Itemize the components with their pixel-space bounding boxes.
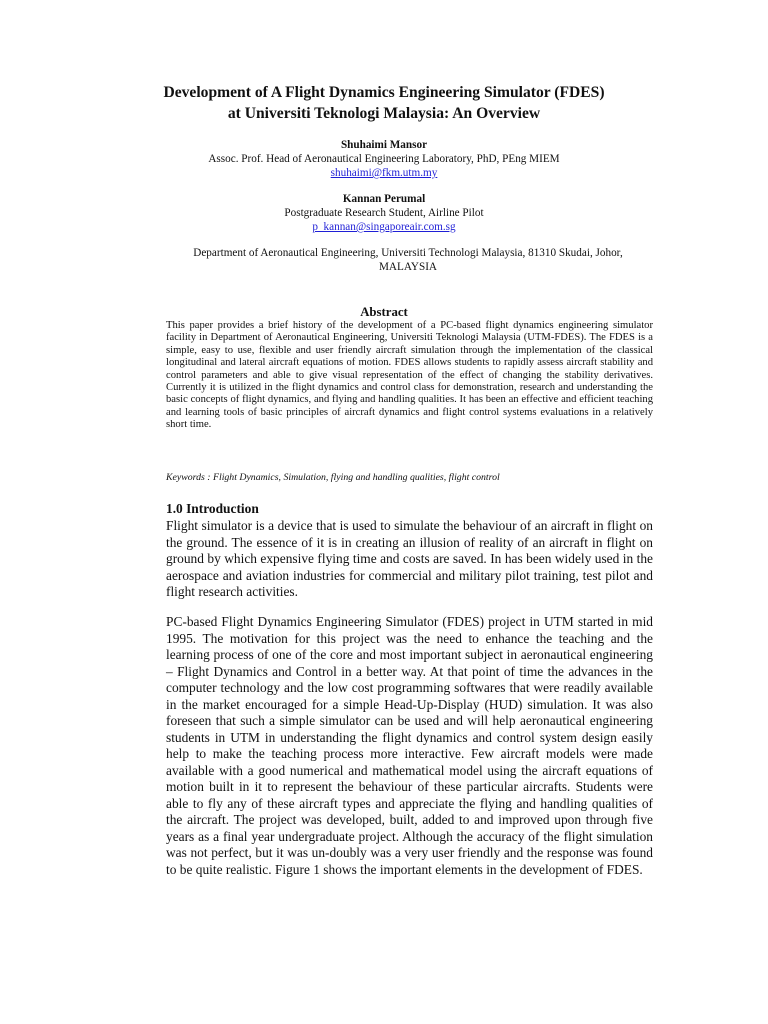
paper-title [100, 82, 668, 124]
author-name: Shuhaimi Mansor [340, 139, 428, 151]
author-email-link[interactable]: shuhaimi@fkm.utm.my [330, 167, 438, 179]
author-name: Kannan Perumal [342, 193, 426, 205]
author-block-1 [100, 138, 668, 180]
author-email-link[interactable]: p_kannan@singaporeair.com.sg [312, 221, 456, 233]
title-line-2: at Universiti Teknologi Malaysia: An Overview [227, 105, 541, 122]
title-line-1: Development of A Flight Dynamics Engineering Simulator (FDES) [163, 84, 605, 101]
department-address: Department of Aeronautical Engineering, Universiti Technologi Malaysia, 81310 Skudai, Johor, MALAYSIA [193, 247, 623, 273]
intro-paragraph-1: Flight simulator is a device that is used to simulate the behaviour of an aircraft in flight on the ground. The essence of it is in creating an illusion of reality of an aircraft in flight on ground by which expensive flying time and costs are saved. In has been widely used in the aerospace and aviation industries for commercial and military pilot training, test pilot and flight research activities. [166, 518, 653, 599]
abstract-text: This paper provides a brief history of the development of a PC-based flight dynamics engineering simulator facility in Department of Aeronautical Engineering, Universiti Teknologi Malaysia (UTM-FDES). The FDES is a simple, easy to use, flexible and user friendly aircraft simulation through the implementation of the classical longitudinal and lateral aircraft equations of motion. FDES allows students to rapidly assess aircraft stability and control parameters and able to give visual representation of the effect of changing the stability derivatives. Currently it is utilized in the flight dynamics and control class for demonstration, research and understanding the basic concepts of flight dynamics, and flying and handling qualities. It has been an effective and efficient teaching and learning tools of basic principles of aircraft dynamics and flight control systems evaluations in a relatively short time. [166, 320, 653, 431]
author-affiliation: Assoc. Prof. Head of Aeronautical Engineering Laboratory, PhD, PEng MIEM [208, 153, 560, 165]
author-block-2 [100, 192, 668, 234]
author-affiliation: Postgraduate Research Student, Airline Pilot [284, 207, 484, 219]
intro-paragraph-2: PC-based Flight Dynamics Engineering Simulator (FDES) project in UTM started in mid 1995. The motivation for this project was the need to enhance the teaching and the learning process of one of the core and most important subject in aeronautical engineering – Flight Dynamics and Control in a better way. At that point of time the advances in the computer technology and the low cost programming softwares that were readily available in the market encouraged for a simple Head-Up-Display (HUD) simulation. It was also foreseen that such a simple simulator can be used and will help aeronautical engineering students in UTM in understanding the flight dynamics and control system design easily help to make the teaching process more interactive. Few aircraft models were made available with a good numerical and mathematical model using the aircraft equations of motion built in it to represent the behaviour of these particular aircrafts. Students were able to fly any of these aircraft types and appreciate the flying and handling qualities of the aircraft. The project was developed, built, added to and improved upon through five years as a final year undergraduate project. Although the accuracy of the flight simulation was not perfect, but it was un-doubly was a very user friendly and the response was found to be quite realistic. Figure 1 shows the important elements in the development of FDES. [166, 614, 653, 877]
keywords: Keywords : Flight Dynamics, Simulation, flying and handling qualities, flight control [166, 472, 500, 483]
section-heading-introduction: 1.0 Introduction [166, 501, 259, 516]
abstract-heading: Abstract [360, 305, 408, 319]
